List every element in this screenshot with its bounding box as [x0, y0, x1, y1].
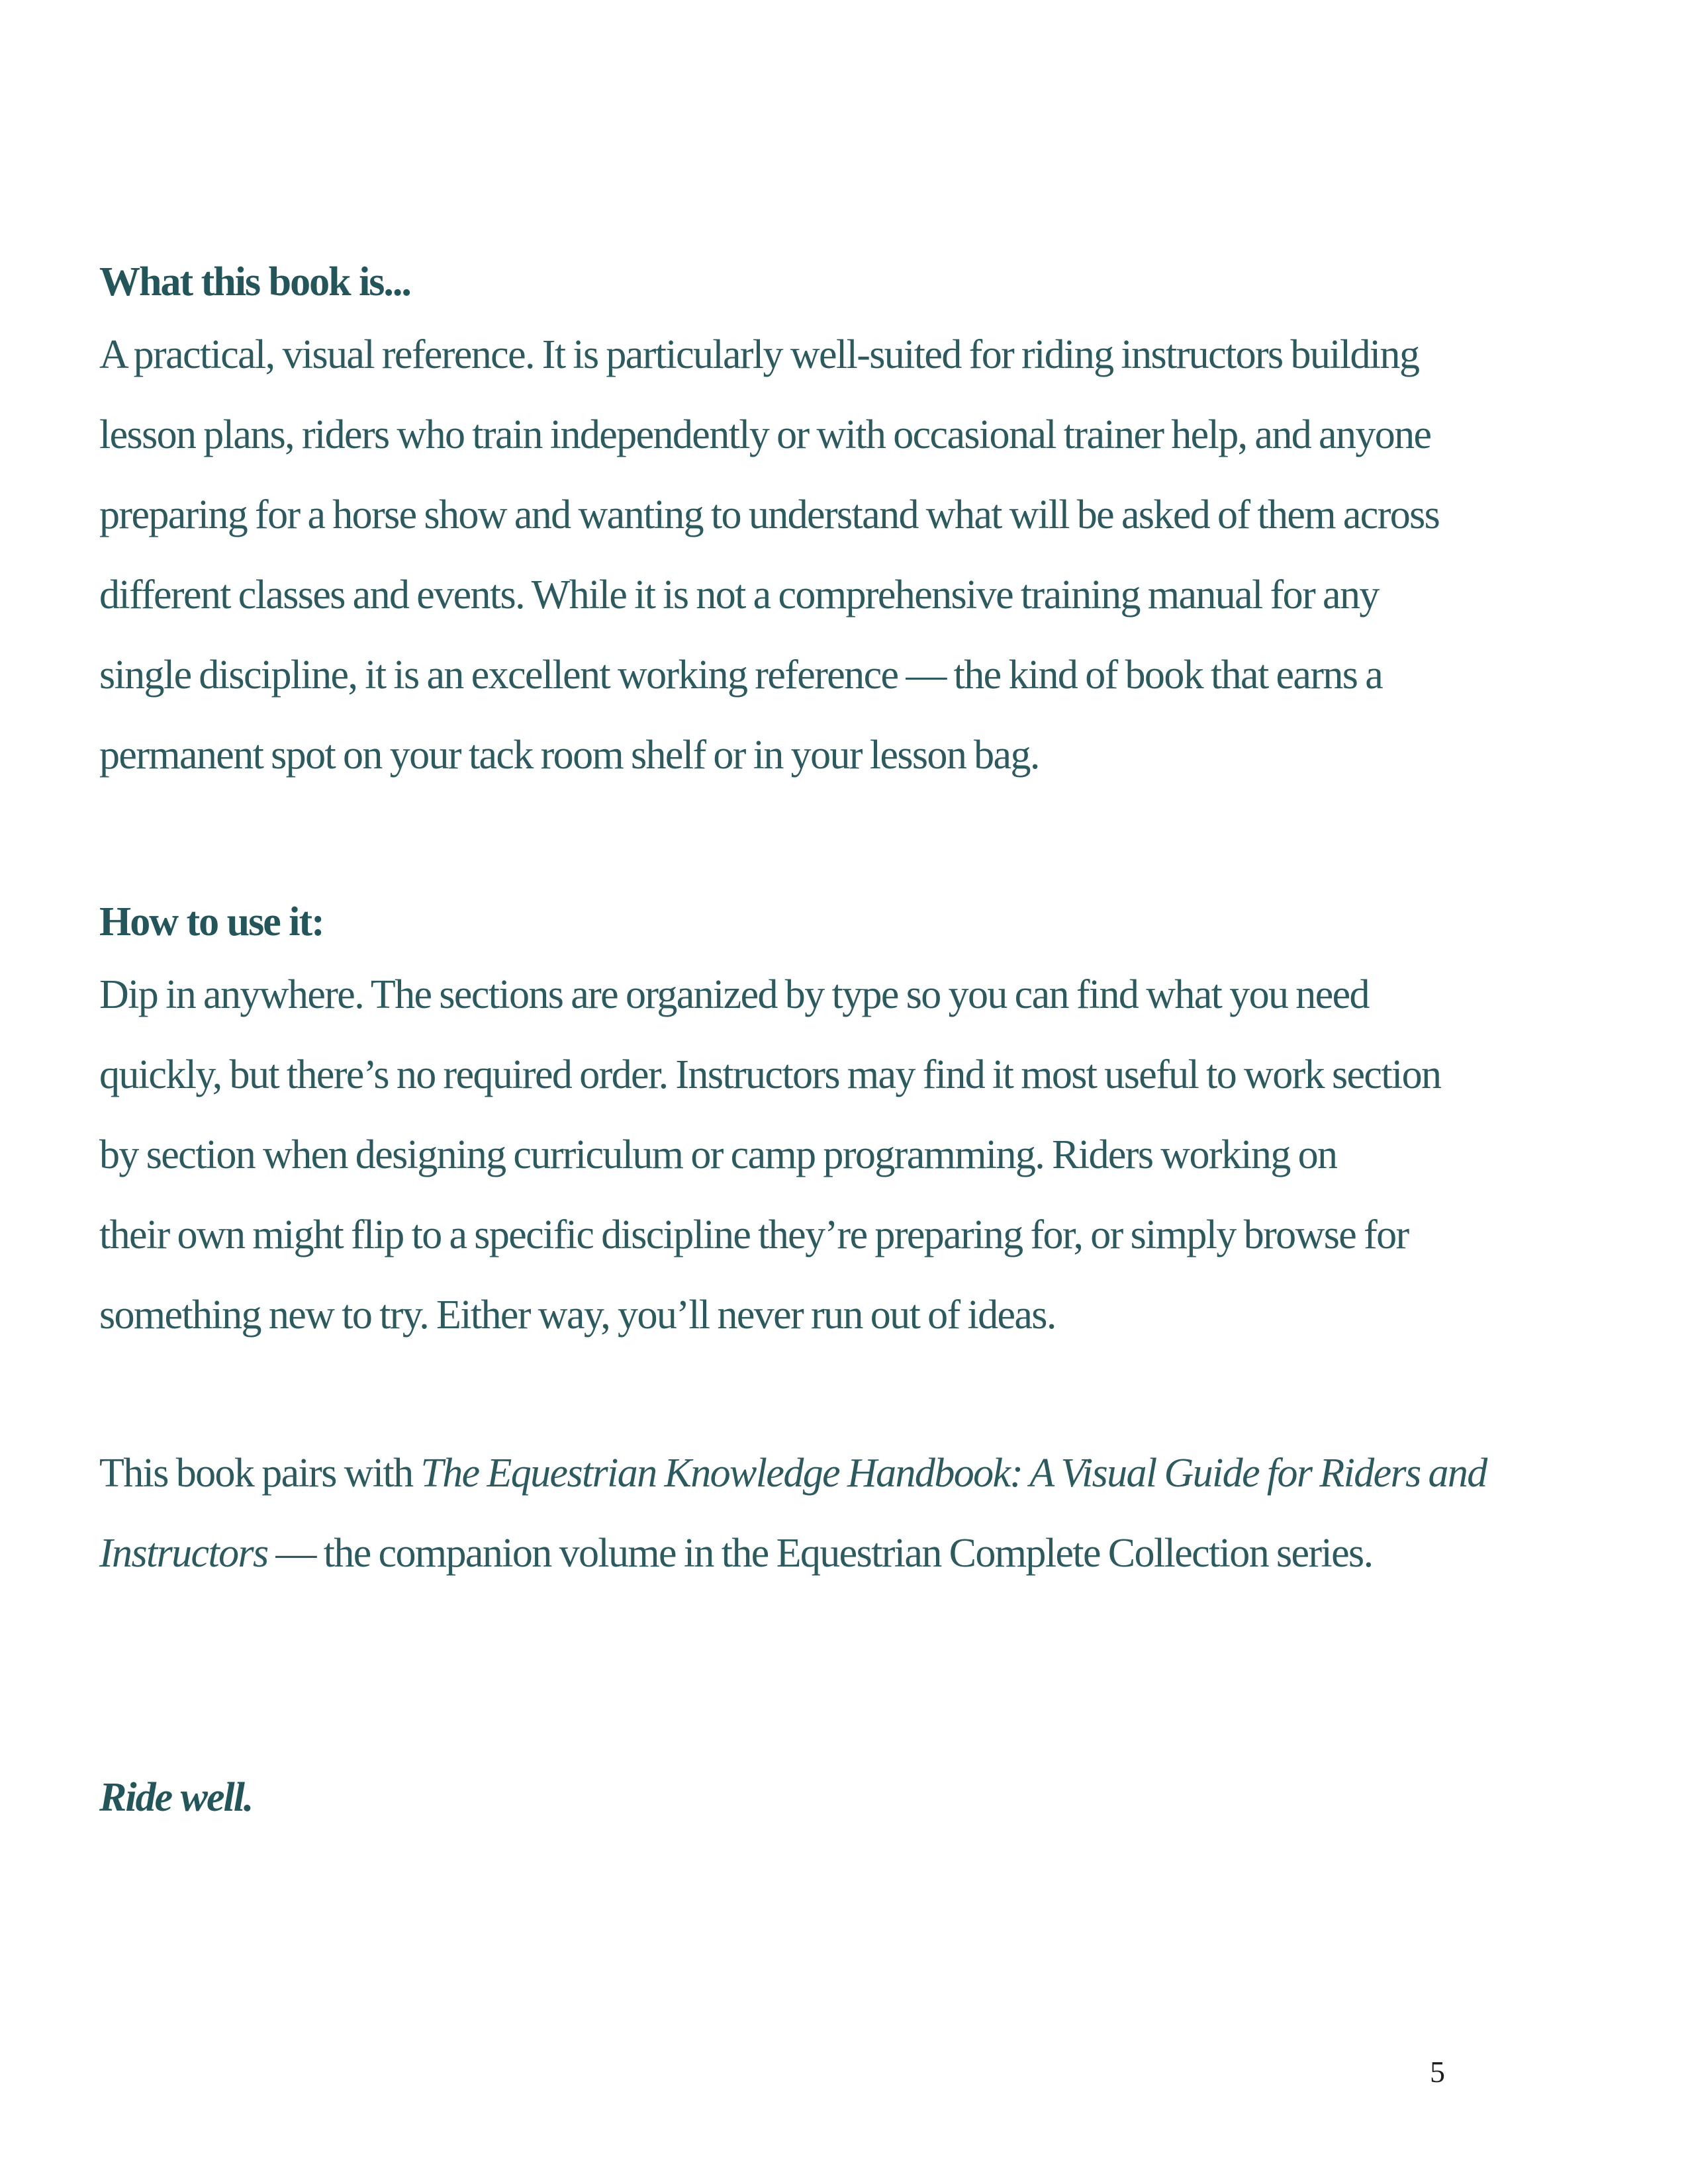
text-line: lesson plans, riders who train independently or with occasional trainer help, and anyone [99, 412, 1431, 457]
page-number: 5 [1430, 2055, 1445, 2089]
text-line: quickly, but there’s no required order. Instructors may find it most useful to work section [99, 1052, 1441, 1097]
text-line: Dip in anywhere. The sections are organized by type so you can find what you need [99, 972, 1369, 1017]
document-page [99, 0, 1589, 2184]
text-line: different classes and events. While it is not a comprehensive training manual for any [99, 572, 1379, 617]
text-line: preparing for a horse show and wanting to understand what will be asked of them across [99, 492, 1440, 537]
text-line: their own might flip to a specific discipline they’re preparing for, or simply browse for [99, 1212, 1409, 1257]
text-line: permanent spot on your tack room shelf or in your lesson bag. [99, 733, 1039, 778]
signoff-text: Ride well. [99, 1775, 253, 1820]
companion-book-title-continued: Instructors [99, 1531, 268, 1576]
text-line: A practical, visual reference. It is particularly well-suited for riding instructors building [99, 332, 1419, 377]
heading-how-to-use-it: How to use it: [99, 899, 324, 944]
paragraph-how-to-use-it [99, 955, 1589, 1355]
text-line [99, 1514, 1589, 1594]
companion-suffix: — the companion volume in the Equestrian Complete Collection series. [267, 1531, 1373, 1576]
companion-prefix: This book pairs with [99, 1451, 421, 1496]
paragraph-what-this-book-is [99, 315, 1589, 796]
text-line [99, 1433, 1589, 1514]
text-line: something new to try. Either way, you’ll never run out of ideas. [99, 1293, 1056, 1338]
paragraph-companion-volume [99, 1433, 1589, 1594]
heading-what-this-book-is: What this book is... [99, 259, 410, 304]
text-line: by section when designing curriculum or camp programming. Riders working on [99, 1132, 1337, 1177]
text-line: single discipline, it is an excellent working reference — the kind of book that earns a [99, 653, 1383, 698]
companion-book-title: The Equestrian Knowledge Handbook: A Visual Guide for Riders and [420, 1451, 1487, 1496]
